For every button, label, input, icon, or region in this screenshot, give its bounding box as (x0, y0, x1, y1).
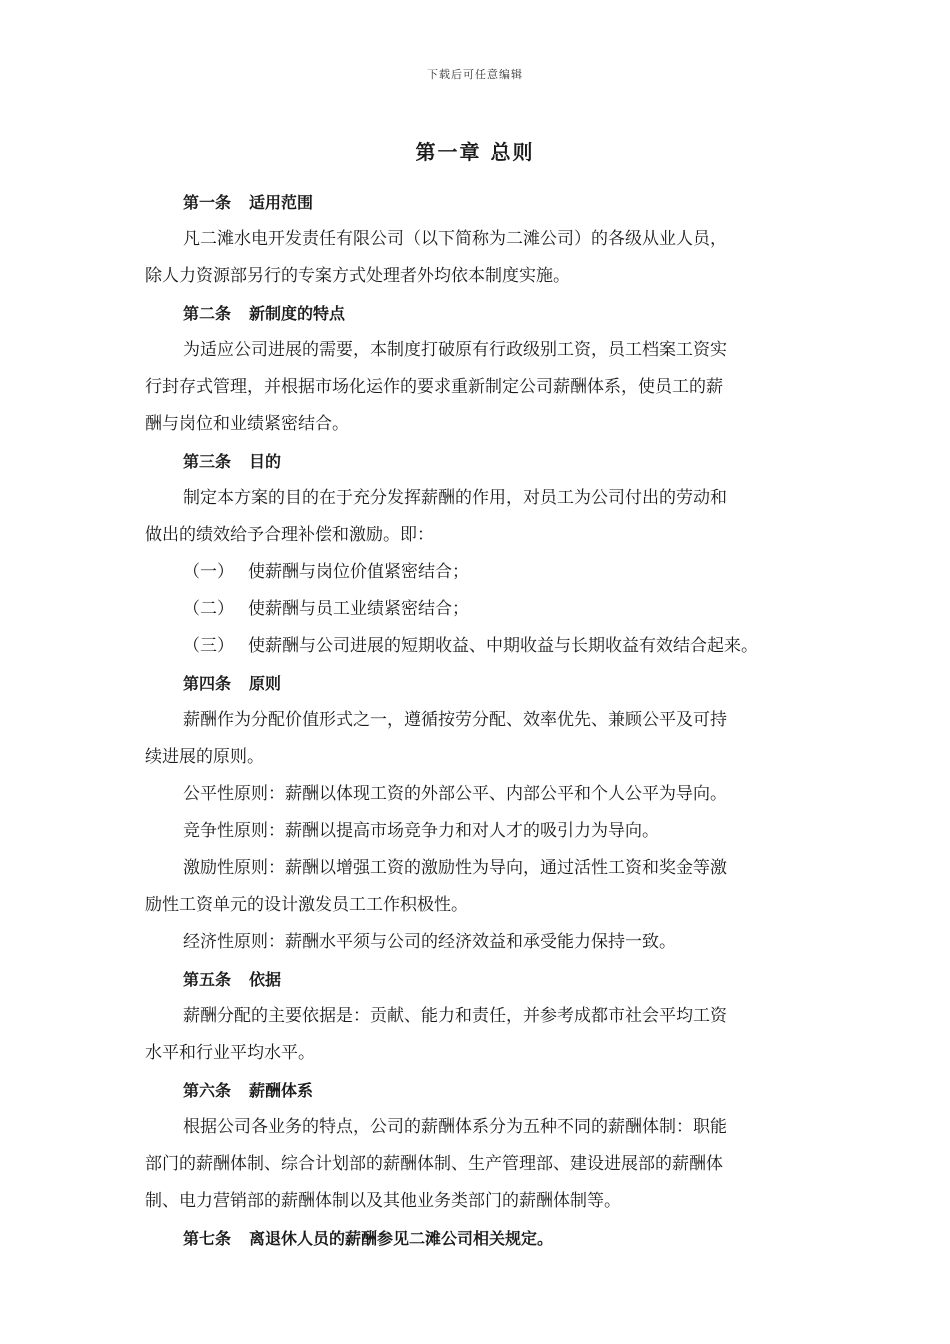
article-title: 原则 (249, 674, 282, 693)
paragraph-line: 薪酬分配的主要依据是：贡献、能力和责任，并参考成都市社会平均工资 (183, 1006, 727, 1026)
paragraph-line: 行封存式管理，并根据市场化运作的要求重新制定公司薪酬体系，使员工的薪 (145, 377, 723, 397)
article-number: 第六条 (183, 1081, 232, 1100)
paragraph-line: 除人力资源部另行的专案方式处理者外均依本制度实施。 (145, 266, 570, 286)
list-text: 使薪酬与员工业绩紧密结合； (248, 599, 469, 619)
article-number: 第一条 (183, 193, 232, 212)
list-text: 使薪酬与岗位价值紧密结合； (248, 562, 469, 582)
list-marker: （三） (183, 636, 234, 656)
article-title: 离退休人员的薪酬参见二滩公司相关规定。 (249, 1229, 554, 1248)
article-title: 薪酬体系 (249, 1081, 314, 1100)
paragraph-line: 凡二滩水电开发责任有限公司（以下简称为二滩公司）的各级从业人员， (183, 229, 727, 249)
paragraph-line: 做出的绩效给予合理补偿和激励。即： (145, 525, 434, 545)
paragraph-line: 竞争性原则：薪酬以提高市场竞争力和对人才的吸引力为导向。 (183, 821, 659, 841)
paragraph-line: 续进展的原则。 (145, 747, 264, 767)
article-heading (145, 184, 810, 221)
list-text: 使薪酬与公司进展的短期收益、中期收益与长期收益有效结合起来。 (248, 636, 758, 656)
paragraph-line: 公平性原则：薪酬以体现工资的外部公平、内部公平和个人公平为导向。 (183, 784, 727, 804)
chapter-title: 第一章 总则 (415, 140, 535, 164)
article-heading (145, 295, 810, 332)
article-number: 第三条 (183, 452, 232, 471)
paragraph-line: 薪酬作为分配价值形式之一，遵循按劳分配、效率优先、兼顾公平及可持 (183, 710, 727, 730)
article-heading (145, 1220, 810, 1257)
article-number: 第四条 (183, 674, 232, 693)
article-title: 新制度的特点 (249, 304, 346, 323)
list-item (145, 554, 810, 591)
paragraph-line: 激励性原则：薪酬以增强工资的激励性为导向，通过活性工资和奖金等激 (183, 858, 727, 878)
article-title: 适用范围 (249, 193, 314, 212)
article-heading (145, 443, 810, 480)
article-heading (145, 665, 810, 702)
document-body (145, 184, 810, 1257)
paragraph-line: 经济性原则：薪酬水平须与公司的经济效益和承受能力保持一致。 (183, 932, 676, 952)
list-marker: （二） (183, 599, 234, 619)
article-number: 第二条 (183, 304, 232, 323)
article-number: 第五条 (183, 970, 232, 989)
paragraph-line: 部门的薪酬体制、综合计划部的薪酬体制、生产管理部、建设进展部的薪酬体 (145, 1154, 723, 1174)
list-marker: （一） (183, 562, 234, 582)
paragraph-line: 制定本方案的目的在于充分发挥薪酬的作用，对员工为公司付出的劳动和 (183, 488, 727, 508)
list-item (145, 591, 810, 628)
paragraph-line: 制、电力营销部的薪酬体制以及其他业务类部门的薪酬体制等。 (145, 1191, 621, 1211)
article-number: 第七条 (183, 1229, 232, 1248)
paragraph-line: 酬与岗位和业绩紧密结合。 (145, 414, 349, 434)
article-title: 依据 (249, 970, 282, 989)
header-note: 下载后可任意编辑 (427, 68, 523, 81)
paragraph-line: 根据公司各业务的特点，公司的薪酬体系分为五种不同的薪酬体制：职能 (183, 1117, 727, 1137)
paragraph-line: 励性工资单元的设计激发员工工作积极性。 (145, 895, 468, 915)
article-title: 目的 (249, 452, 282, 471)
article-heading (145, 1072, 810, 1109)
paragraph-line: 水平和行业平均水平。 (145, 1043, 315, 1063)
paragraph-line: 为适应公司进展的需要，本制度打破原有行政级别工资，员工档案工资实 (183, 340, 727, 360)
article-heading (145, 961, 810, 998)
list-item (145, 628, 810, 665)
